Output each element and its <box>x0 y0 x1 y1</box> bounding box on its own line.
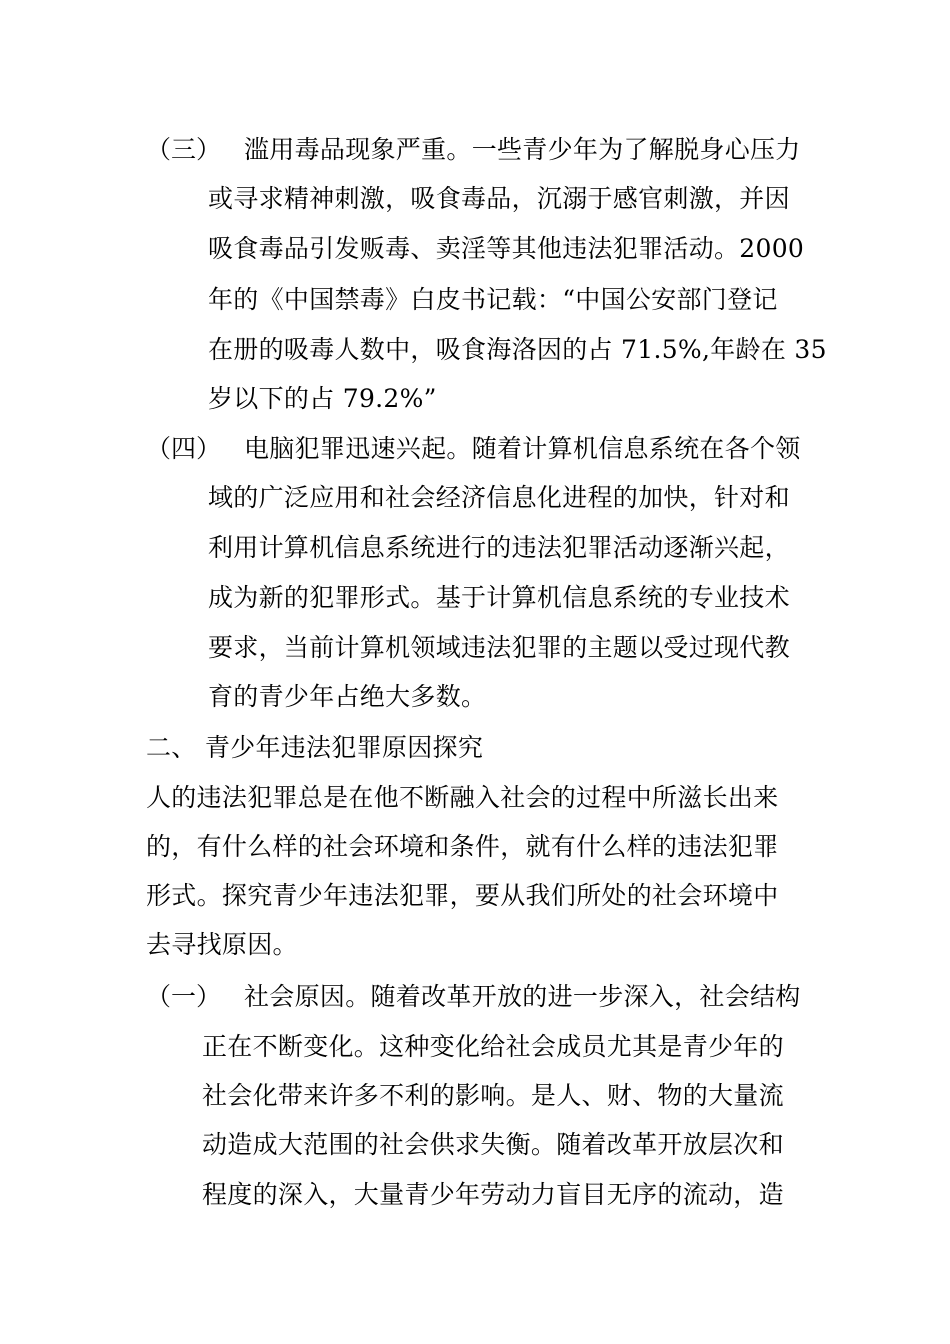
paragraph-line: 程度的深入，大量青少年劳动力盲目无序的流动，造 <box>202 1180 784 1209</box>
paragraph-line: 电脑犯罪迅速兴起。随着计算机信息系统在各个领 <box>244 434 801 463</box>
paragraph-line: 吸食毒品引发贩毒、卖淫等其他违法犯罪活动。2000 <box>208 234 805 263</box>
paragraph-line: 的，有什么样的社会环境和条件，就有什么样的违法犯罪 <box>146 832 779 861</box>
paragraph-line: 利用计算机信息系统进行的违法犯罪活动逐渐兴起， <box>208 533 790 562</box>
item-marker-1: （一） <box>146 982 222 1011</box>
paragraph-line: 域的广泛应用和社会经济信息化进程的加快，针对和 <box>208 483 790 512</box>
paragraph-line: 人的违法犯罪总是在他不断融入社会的过程中所滋长出来 <box>146 783 779 812</box>
paragraph-line: 滥用毒品现象严重。一些青少年为了解脱身心压力 <box>244 135 801 164</box>
paragraph-line: 年的《中国禁毒》白皮书记载：“中国公安部门登记 <box>208 285 778 314</box>
paragraph-line: 或寻求精神刺激，吸食毒品，沉溺于感官刺激，并因 <box>208 184 790 213</box>
paragraph-line: 形式。探究青少年违法犯罪，要从我们所处的社会环境中 <box>146 881 779 910</box>
section-heading: 二、 青少年违法犯罪原因探究 <box>146 733 484 762</box>
paragraph-line: 社会化带来许多不利的影响。是人、财、物的大量流 <box>202 1081 784 1110</box>
paragraph-line: 正在不断变化。这种变化给社会成员尤其是青少年的 <box>202 1032 784 1061</box>
paragraph-line: 在册的吸毒人数中，吸食海洛因的占 71.5%,年龄在 35 <box>208 335 827 364</box>
item-marker-4: （四） <box>146 434 222 463</box>
paragraph-line: 岁以下的占 79.2%” <box>208 384 437 413</box>
item-marker-3: （三） <box>146 135 222 164</box>
paragraph-line: 去寻找原因。 <box>146 930 298 959</box>
paragraph-line: 要求，当前计算机领域违法犯罪的主题以受过现代教 <box>208 633 790 662</box>
paragraph-line: 育的青少年占绝大多数。 <box>208 682 487 711</box>
paragraph-line: 动造成大范围的社会供求失衡。随着改革开放层次和 <box>202 1130 784 1159</box>
paragraph-line: 成为新的犯罪形式。基于计算机信息系统的专业技术 <box>208 583 790 612</box>
paragraph-line: 社会原因。随着改革开放的进一步深入，社会结构 <box>244 982 801 1011</box>
